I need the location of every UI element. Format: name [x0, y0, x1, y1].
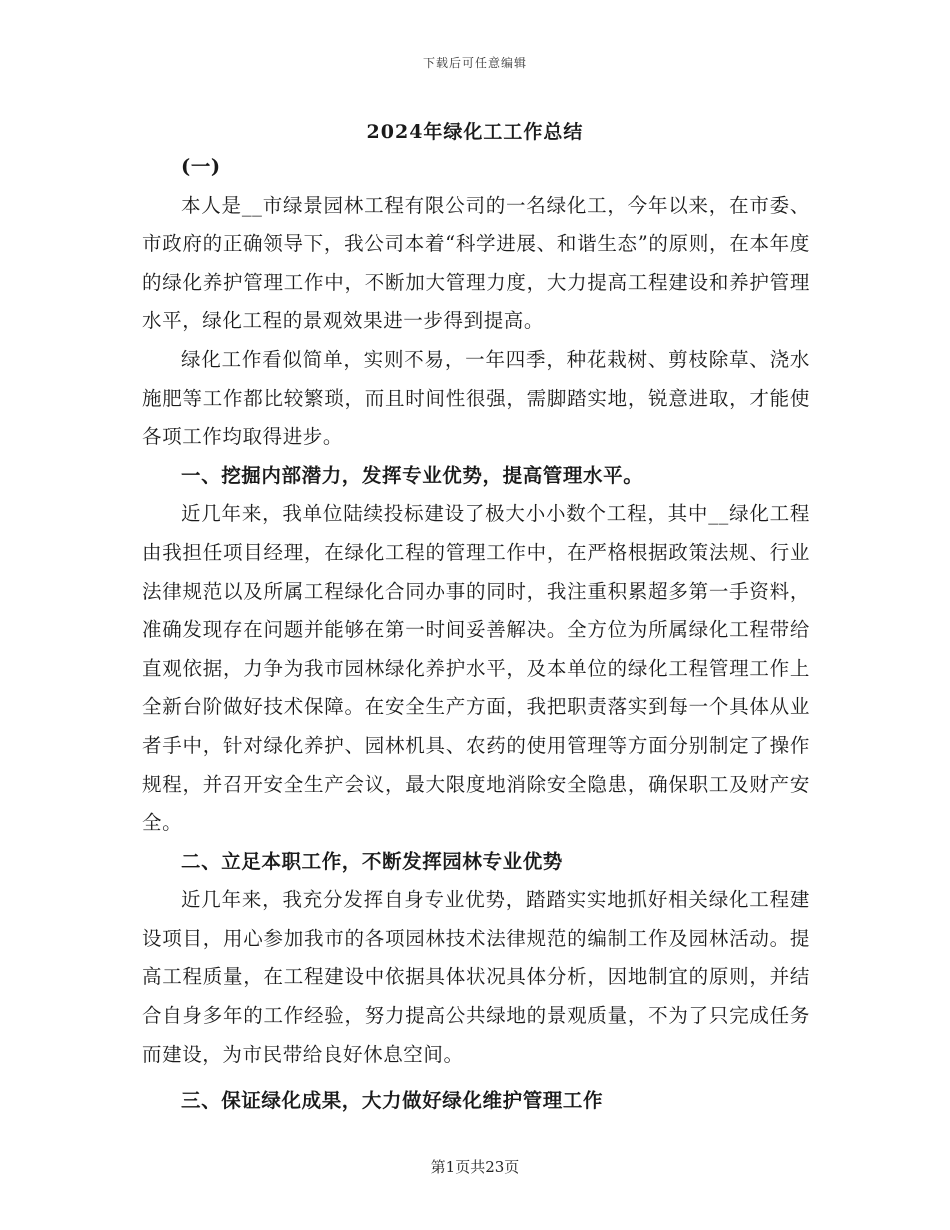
body-paragraph-expertise: 近几年来，我充分发挥自身专业优势，踏踏实实地抓好相关绿化工程建设项目，用心参加我市的各项园林技术法律规范的编制工作及园林活动。提高工程质量，在工程建设中依据具体状况具体分析，因地制宜的原则，并结合自身多年的工作经验，努力提高公共绿地的景观质量，不为了只完成任务而建设，为市民带给良好休息空间。 [142, 888, 810, 1066]
section-heading-1: 一、挖掘内部潜力，发挥专业优势，提高管理水平。 [181, 463, 644, 487]
document-title: 2024年绿化工工作总结 [366, 121, 584, 143]
header-note: 下载后可任意编辑 [422, 56, 527, 70]
section-heading-3: 三、保证绿化成果，大力做好绿化维护管理工作 [181, 1089, 604, 1113]
subheading-part-one: (一) [181, 155, 221, 178]
page-footer: 第1页共23页 [430, 1158, 520, 1176]
body-paragraph-intro: 本人是__市绿景园林工程有限公司的一名绿化工，今年以来，在市委、市政府的正确领导下，我公司本着“科学进展、和谐生态”的原则，在本年度的绿化养护管理工作中，不断加大管理力度，大力提高工程建设和养护管理水平，绿化工程的景观效果进一步得到提高。 [142, 193, 810, 333]
section-heading-2: 二、立足本职工作，不断发挥园林专业优势 [181, 849, 563, 873]
document-body [142, 148, 810, 1121]
body-paragraph-work-nature: 绿化工作看似简单，实则不易，一年四季，种花栽树、剪枝除草、浇水施肥等工作都比较繁琐，而且时间性很强，需脚踏实地，锐意进取，才能使各项工作均取得进步。 [142, 347, 810, 449]
body-paragraph-management: 近几年来，我单位陆续投标建设了极大小小数个工程，其中__绿化工程由我担任项目经理，在绿化工程的管理工作中，在严格根据政策法规、行业法律规范以及所属工程绿化合同办事的同时，我注重积累超多第一手资料，准确发现存在问题并能够在第一时间妥善解决。全方位为所属绿化工程带给直观依据，力争为我市园林绿化养护水平，及本单位的绿化工程管理工作上全新台阶做好技术保障。在安全生产方面，我把职责落实到每一个具体从业者手中，针对绿化养护、园林机具、农药的使用管理等方面分别制定了操作规程，并召开安全生产会议，最大限度地消除安全隐患，确保职工及财产安全。 [142, 502, 810, 835]
